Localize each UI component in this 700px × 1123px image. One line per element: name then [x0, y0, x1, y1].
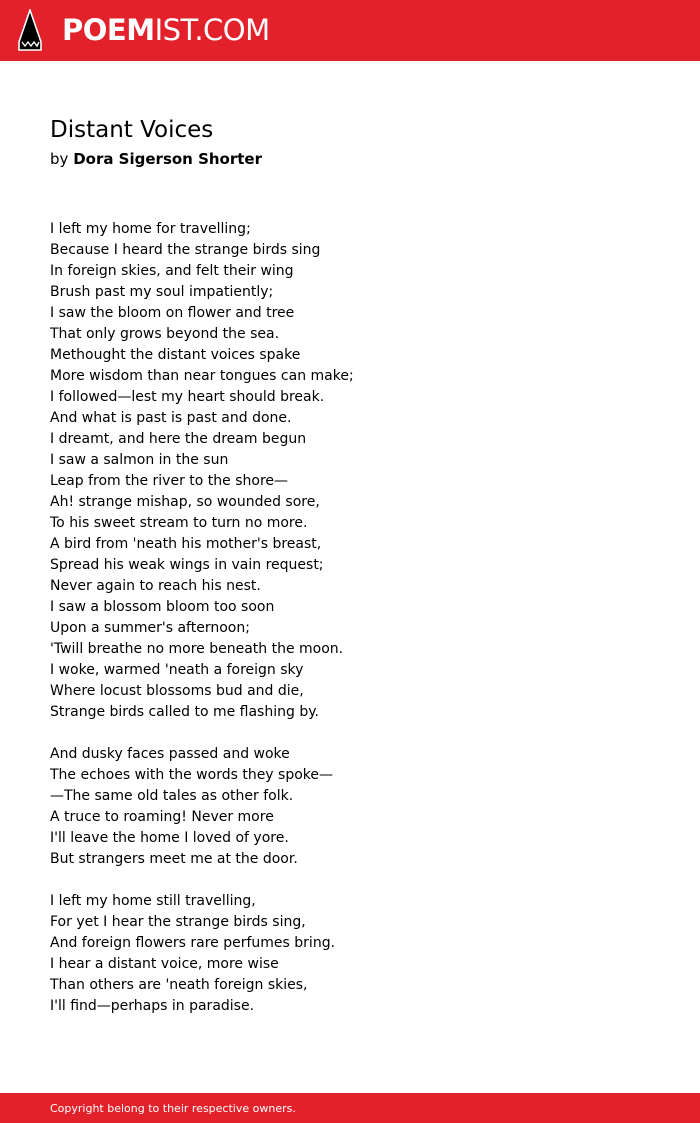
- poem-line: I'll leave the home I loved of yore.: [50, 830, 289, 846]
- poem-line: Spread his weak wings in vain request;: [50, 557, 324, 573]
- poem-line: Methought the distant voices spake: [50, 347, 301, 363]
- poem-stanza: [50, 219, 650, 723]
- poem-line: More wisdom than near tongues can make;: [50, 368, 354, 384]
- copyright-text: Copyright belong to their respective owners.: [50, 1102, 296, 1115]
- poem-line: Leap from the river to the shore—: [50, 473, 289, 489]
- brand-bold: POEM: [62, 13, 155, 47]
- by-label: by: [50, 150, 69, 168]
- poem-line: In foreign skies, and felt their wing: [50, 263, 294, 279]
- poem-line: I saw a blossom bloom too soon: [50, 599, 275, 615]
- poem-line: Ah! strange mishap, so wounded sore,: [50, 494, 320, 510]
- poem-line: To his sweet stream to turn no more.: [50, 515, 308, 531]
- poem-stanza: [50, 891, 650, 1017]
- poem-line: Than others are 'neath foreign skies,: [50, 977, 308, 993]
- poem-line: I saw a salmon in the sun: [50, 452, 229, 468]
- poem-line: A bird from 'neath his mother's breast,: [50, 536, 322, 552]
- poem-line: For yet I hear the strange birds sing,: [50, 914, 306, 930]
- poem-byline: [50, 148, 262, 170]
- poem-line: And foreign flowers rare perfumes bring.: [50, 935, 336, 951]
- poem-line: I'll find—perhaps in paradise.: [50, 998, 255, 1014]
- poem-line: Strange birds called to me flashing by.: [50, 704, 319, 720]
- poem-line: I left my home still travelling,: [50, 893, 256, 909]
- poem-line: Because I heard the strange birds sing: [50, 242, 321, 258]
- poem-line: I saw the bloom on flower and tree: [50, 305, 295, 321]
- pencil-tip-icon: [18, 9, 42, 51]
- poem-line: 'Twill breathe no more beneath the moon.: [50, 641, 344, 657]
- poem-title: Distant Voices: [50, 117, 214, 143]
- poem-line: And dusky faces passed and woke: [50, 746, 290, 762]
- poem-line: —The same old tales as other folk.: [50, 788, 294, 804]
- brand-light: IST.COM: [154, 13, 270, 47]
- poem-line: And what is past is past and done.: [50, 410, 292, 426]
- poem-line: A truce to roaming! Never more: [50, 809, 274, 825]
- poem-body: [50, 219, 650, 1038]
- poem-line: The echoes with the words they spoke—: [50, 767, 334, 783]
- poem-line: I left my home for travelling;: [50, 221, 251, 237]
- site-header: [0, 0, 700, 61]
- poem-stanza: [50, 744, 650, 870]
- site-footer: [0, 1093, 700, 1123]
- poem-line: That only grows beyond the sea.: [50, 326, 280, 342]
- poem-line: Brush past my soul impatiently;: [50, 284, 274, 300]
- poem-line: Upon a summer's afternoon;: [50, 620, 250, 636]
- poem-line: I woke, warmed 'neath a foreign sky: [50, 662, 304, 678]
- poem-line: I dreamt, and here the dream begun: [50, 431, 307, 447]
- poem-line: But strangers meet me at the door.: [50, 851, 298, 867]
- poem-line: I hear a distant voice, more wise: [50, 956, 279, 972]
- poem-line: I followed—lest my heart should break.: [50, 389, 325, 405]
- poem-author: Dora Sigerson Shorter: [73, 150, 262, 168]
- poem-line: Never again to reach his nest.: [50, 578, 261, 594]
- poem-line: Where locust blossoms bud and die,: [50, 683, 304, 699]
- site-logo[interactable]: [62, 13, 270, 47]
